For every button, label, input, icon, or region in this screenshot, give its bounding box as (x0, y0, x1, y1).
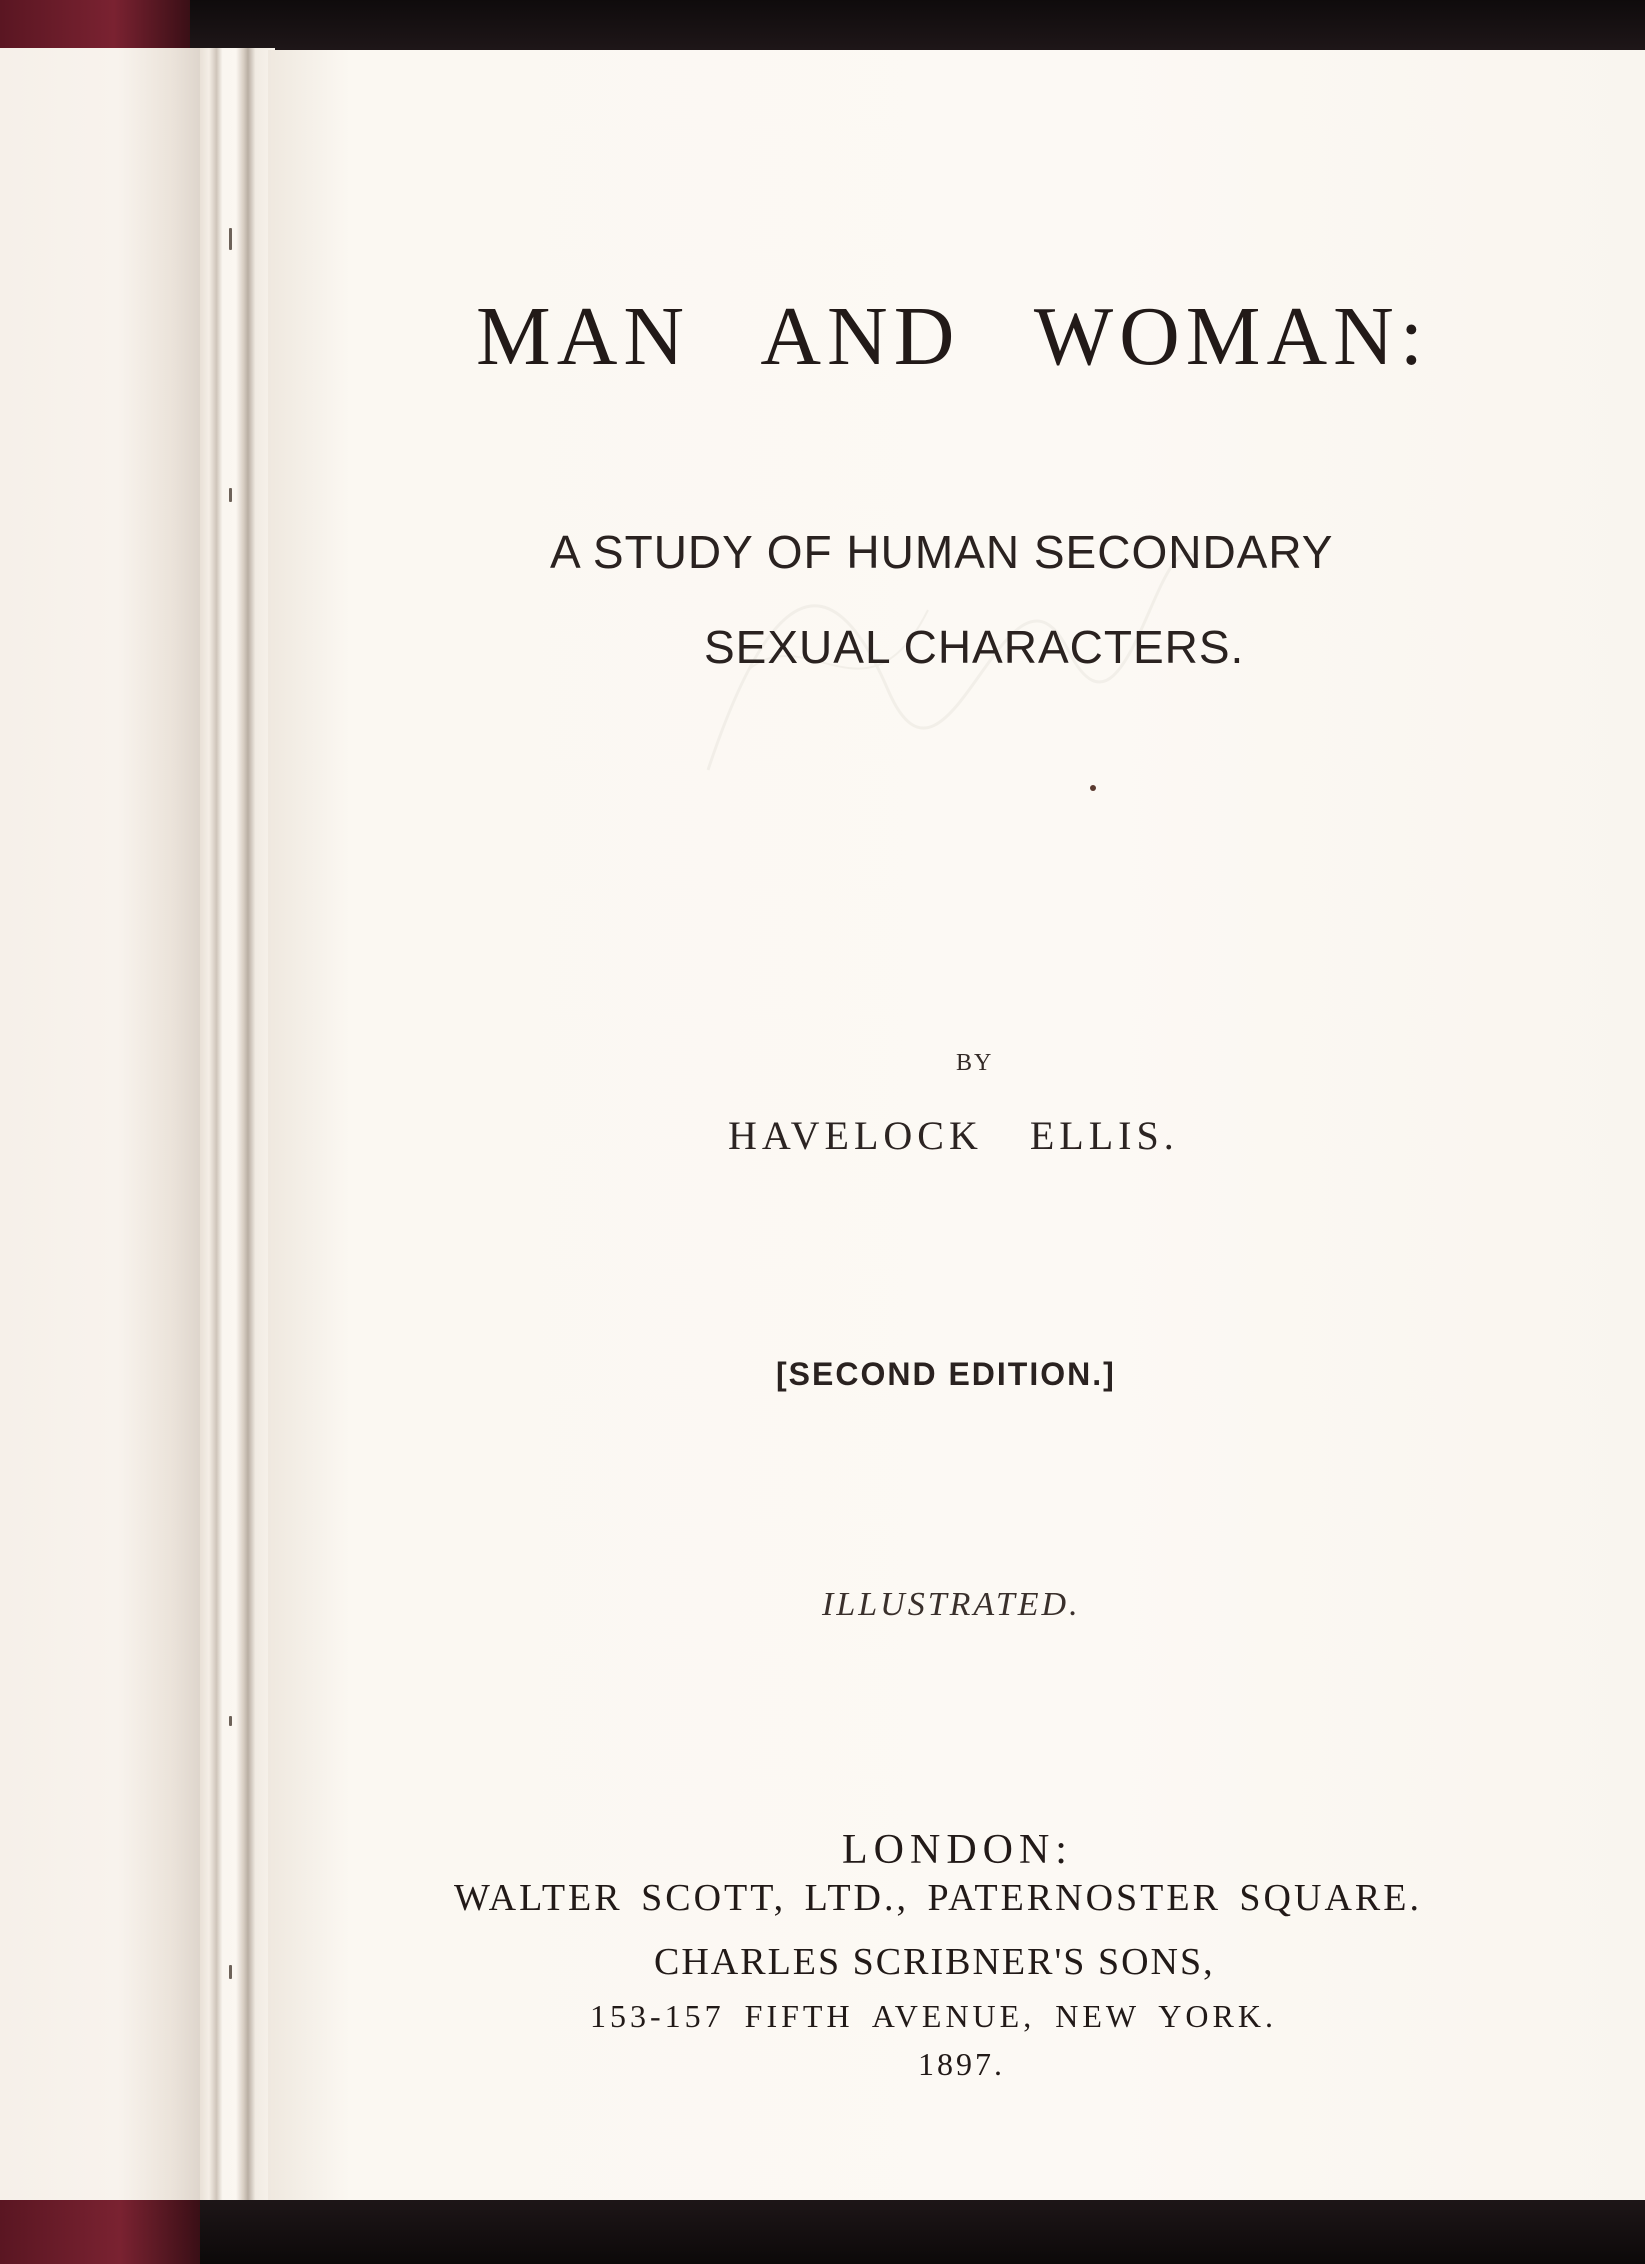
binding-stitch (229, 228, 232, 250)
binding-stitch (229, 1965, 232, 1979)
author-name: HAVELOCK ELLIS. (728, 1113, 1179, 1158)
binding-stitch (229, 488, 232, 502)
left-endpaper (0, 48, 215, 2200)
imprint-address: 153-157 FIFTH AVENUE, NEW YORK. (590, 1998, 1277, 2034)
subtitle-line-1: A STUDY OF HUMAN SECONDARY (550, 526, 1334, 578)
bottom-dark-edge (0, 2198, 1645, 2264)
title-page (268, 50, 1645, 2200)
by-label: BY (956, 1050, 994, 1076)
book-title: MAN AND WOMAN: (476, 290, 1430, 383)
book-gutter (200, 48, 275, 2200)
top-dark-edge (0, 0, 1645, 50)
subtitle-line-2: SEXUAL CHARACTERS. (704, 621, 1245, 673)
imprint-city: LONDON: (842, 1827, 1073, 1873)
imprint-publisher-london: WALTER SCOTT, LTD., PATERNOSTER SQUARE. (454, 1877, 1422, 1919)
imprint-publisher-newyork: CHARLES SCRIBNER'S SONS, (654, 1941, 1215, 1983)
red-cover-bottom (0, 2198, 200, 2264)
illustrated-note: ILLUSTRATED. (822, 1586, 1081, 1623)
ink-speck (1090, 785, 1096, 791)
red-cover-top (0, 0, 190, 50)
binding-stitch (229, 1716, 232, 1726)
edition-label: [SECOND EDITION.] (776, 1356, 1116, 1392)
imprint-year: 1897. (918, 2046, 1005, 2082)
